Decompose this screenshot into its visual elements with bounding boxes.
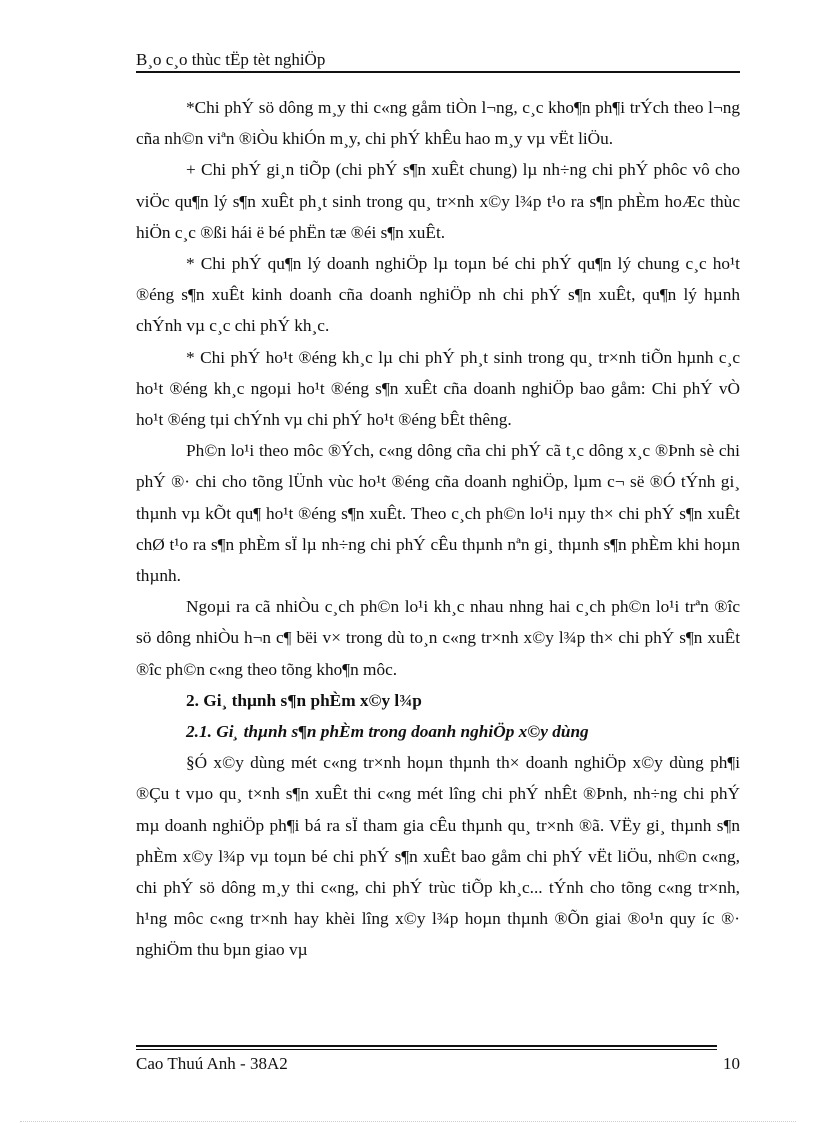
paragraph-product-cost: §Ó x©y dùng mét c«ng tr×nh hoµn thµnh th× doanh nghiÖp x©y dùng ph¶i ®Çu t vµo qu¸ t×nh s¶n xuÊt thi c«ng mét lîng chi phÝ nhÊt ®Þnh, nh÷ng chi phÝ mµ doanh nghiÖp ph¶i bá ra sÏ tham gia cÊu thµnh qu¸ tr×nh ®ã. VËy gi¸ thµnh s¶n phÈm x©y l¾p vµ toµn bé chi phÝ s¶n xuÊt bao gåm chi phÝ vËt liÖu, nh©n c«ng, chi phÝ sö dông m¸y thi c«ng, chi phÝ trùc tiÕp kh¸c... tÝnh cho tõng c«ng tr×nh, h¹ng môc c«ng tr×nh hay khèi lîng x©y l¾p hoµn thµnh ®Õn giai ®o¹n quy íc ®· nghiÖm thu bµn giao vµ — [136, 753, 740, 960]
footer-author: Cao Thuú Anh - 38A2 — [136, 1054, 288, 1073]
paragraph-management-cost: * Chi phÝ qu¶n lý doanh nghiÖp lµ toµn bé chi phÝ qu¶n lý chung c¸c ho¹t ®éng s¶n xuÊt kinh doanh cña doanh nghiÖp nh chi phÝ s¶n xuÊt, qu¶n lý hµnh chÝnh vµ c¸c chi phÝ kh¸c. — [136, 254, 740, 336]
paragraph-indirect-cost: + Chi phÝ gi¸n tiÕp (chi phÝ s¶n xuÊt chung) lµ nh÷ng chi phÝ phôc vô cho viÖc qu¶n lý s¶n xuÊt ph¸t sinh trong qu¸ tr×nh x©y l¾p t¹o ra s¶n phÈm hoÆc thùc hiÖn c¸c ®ßi hái ë bé phËn tæ ®éi s¶n xuÊt. — [136, 160, 740, 242]
header-title: B¸o c¸o thùc tËp tèt nghiÖp — [136, 50, 326, 69]
footer-divider — [136, 1045, 717, 1047]
page-number: 10 — [723, 1054, 740, 1073]
subsection-heading: 2.1. Gi¸ thµnh s¶n phÈm trong doanh nghiÖp x©y dùng — [186, 722, 589, 742]
footer-divider-thin — [136, 1049, 717, 1050]
header-divider — [136, 71, 740, 73]
page-header — [136, 50, 740, 70]
document-body — [136, 92, 740, 966]
paragraph-other-classifications: Ngoµi ra cã nhiÒu c¸ch ph©n lo¹i kh¸c nhau nhng hai c¸ch ph©n lo¹i trªn ®îc sö dông nhiÒu h¬n c¶ bëi v× trong dù to¸n c«ng tr×nh x©y l¾p th× chi phÝ s¶n xuÊt ®îc ph©n c«ng theo tõng kho¶n môc. — [136, 597, 740, 679]
page-bottom-edge — [20, 1121, 796, 1122]
paragraph-classification-purpose: Ph©n lo¹i theo môc ®Ých, c«ng dông cña chi phÝ cã t¸c dông x¸c ®Þnh sè chi phÝ ®· chi cho tõng lÜnh vùc ho¹t ®éng cña doanh nghiÖp, lµm c¬ së ®Ó tÝnh gi¸ thµnh vµ kÕt qu¶ ho¹t ®éng s¶n xuÊt. Theo c¸ch ph©n lo¹i nµy th× chi phÝ s¶n xuÊt chØ t¹o ra s¶n phÈm sÏ lµ nh÷ng chi phÝ cÊu thµnh nªn gi¸ thµnh s¶n phÈm khi hoµn thµnh. — [136, 441, 740, 586]
section-heading: 2. Gi¸ thµnh s¶n phÈm x©y l¾p — [186, 690, 422, 710]
paragraph-other-cost: * Chi phÝ ho¹t ®éng kh¸c lµ chi phÝ ph¸t sinh trong qu¸ tr×nh tiÕn hµnh c¸c ho¹t ®éng kh¸c ngoµi ho¹t ®éng s¶n xuÊt cña doanh nghiÖp bao gåm: Chi phÝ vÒ ho¹t ®éng tµi chÝnh vµ chi phÝ ho¹t ®éng bÊt thêng. — [136, 347, 740, 430]
paragraph-machine-cost: *Chi phÝ sö dông m¸y thi c«ng gåm tiÒn l¬ng, c¸c kho¶n ph¶i trÝch theo l¬ng cña nh©n viªn ®iÒu khiÓn m¸y, chi phÝ khÊu hao m¸y vµ vËt liÖu. — [136, 98, 740, 149]
